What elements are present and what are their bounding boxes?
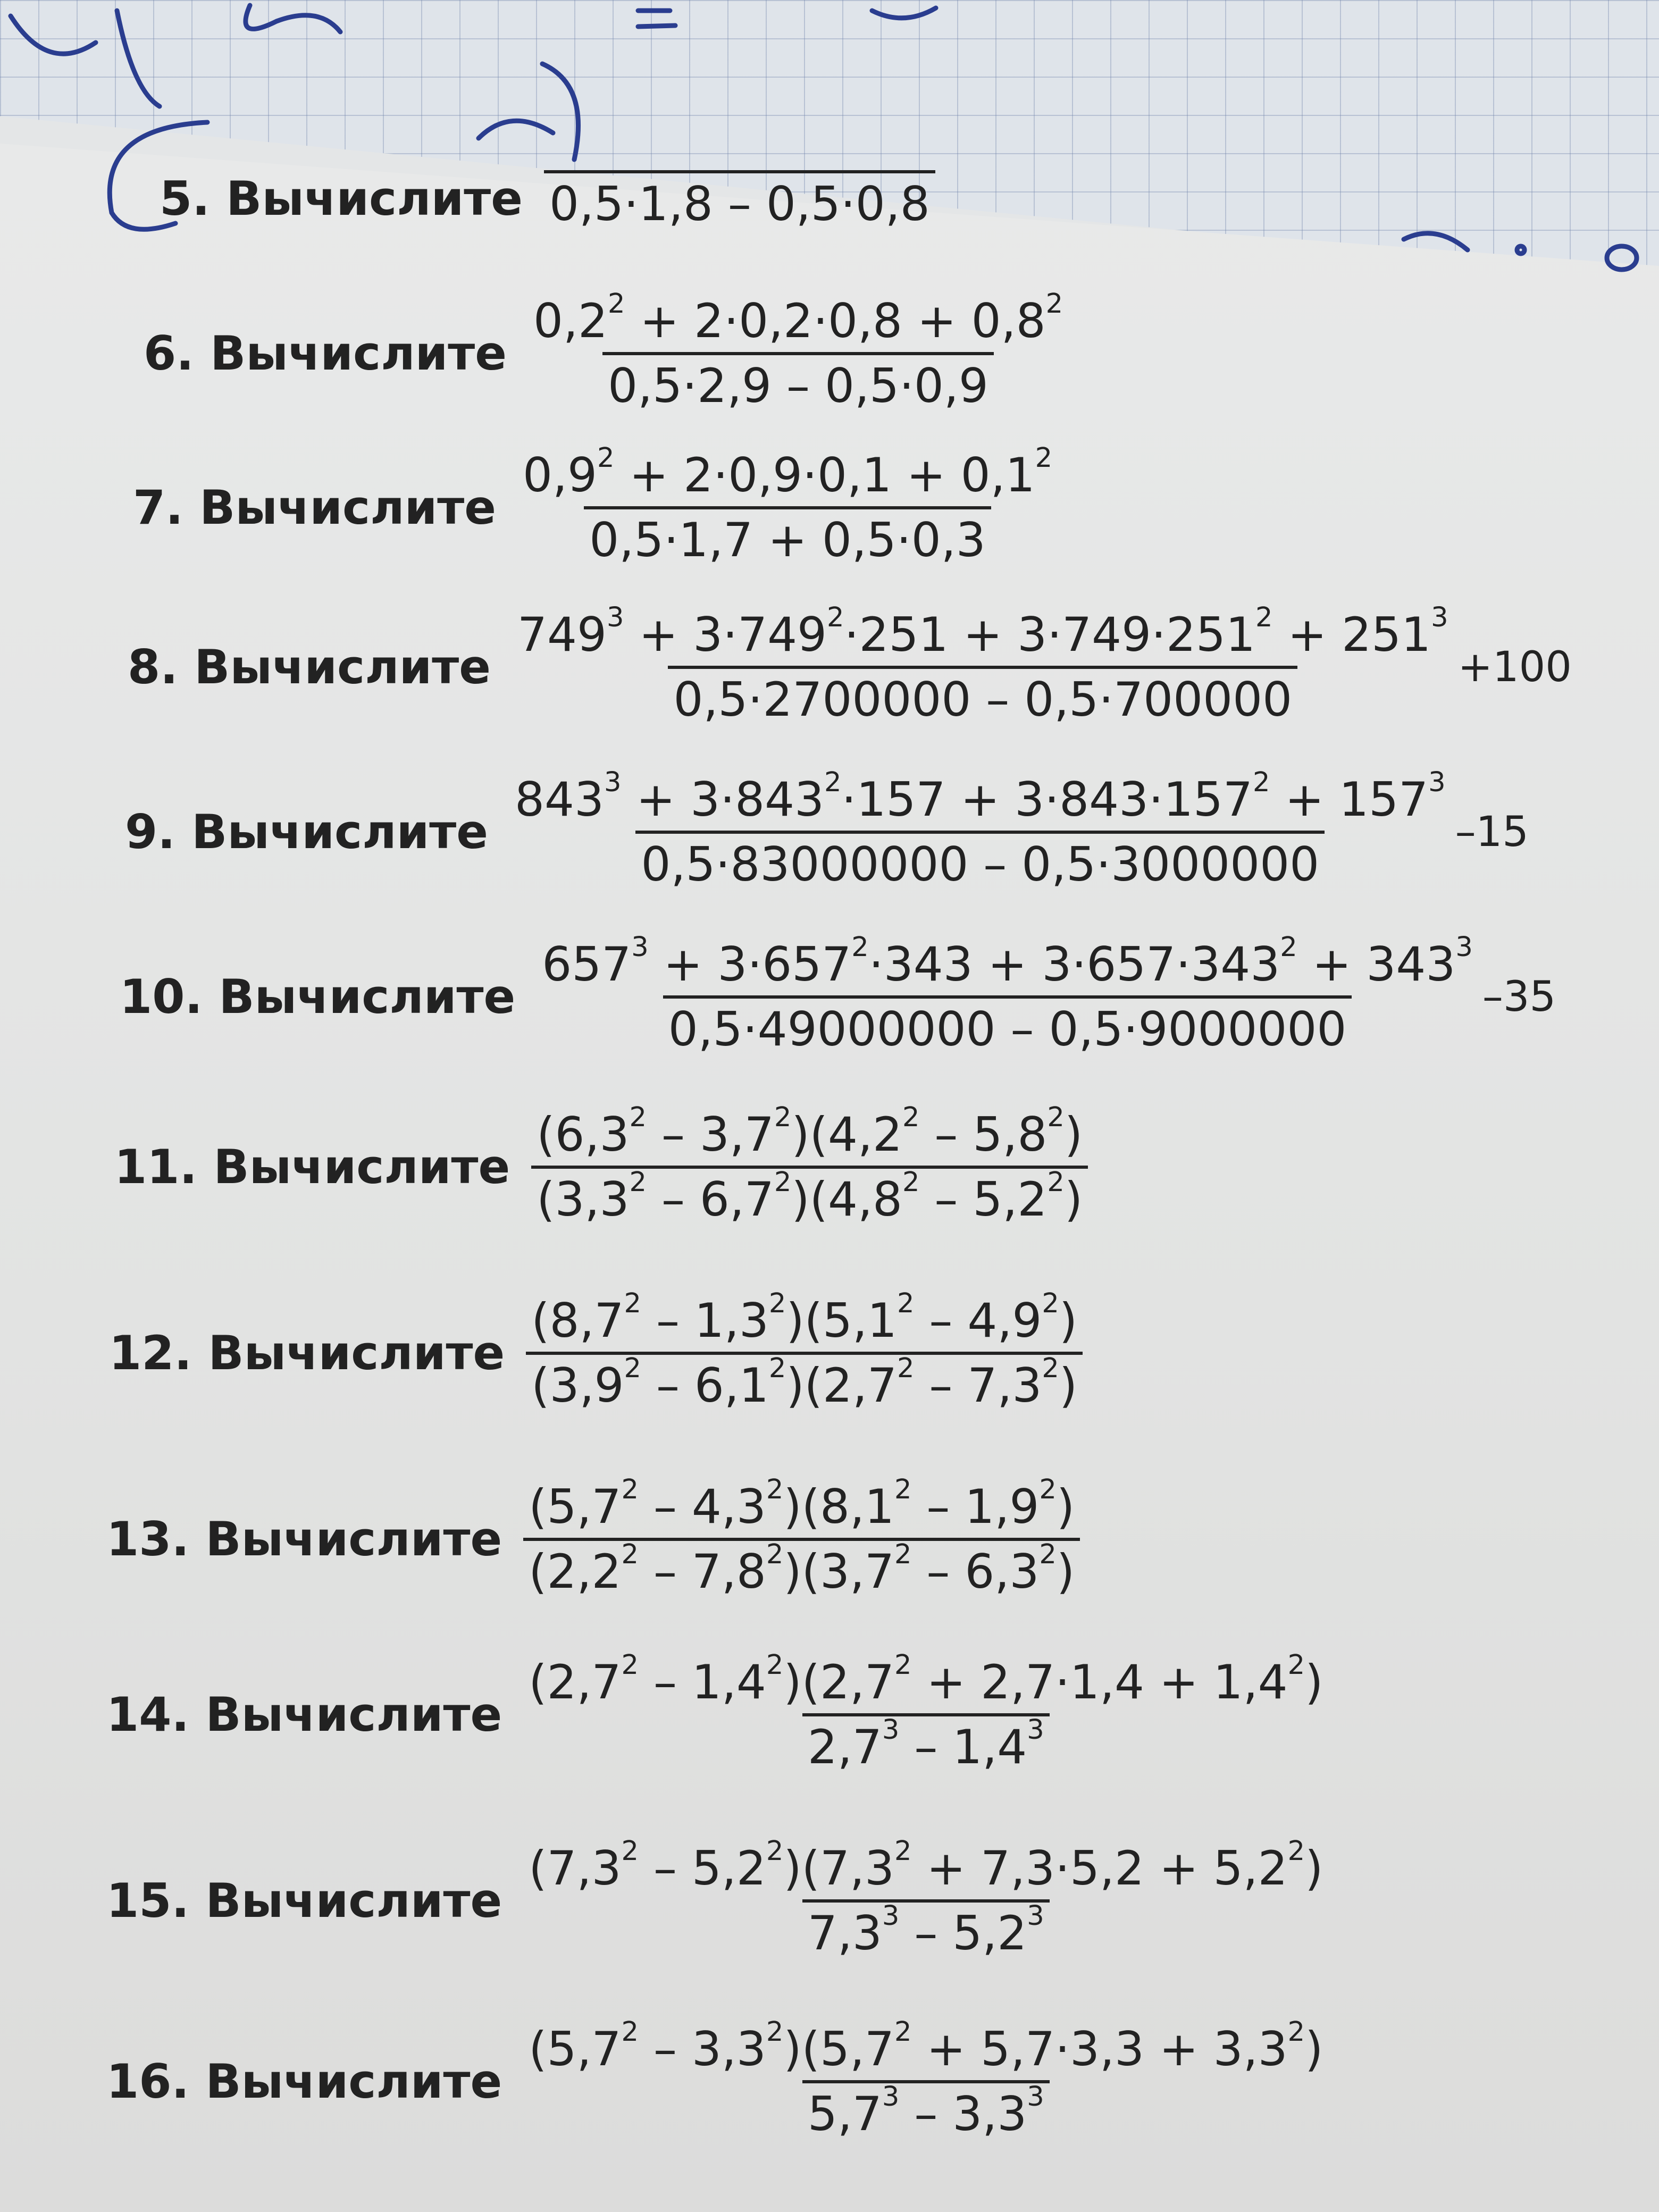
- problem-label: 10. Вычислите: [120, 969, 516, 1024]
- denominator: $(3,9^2 - 6,1^2)(2,7^2 - 7,3^2)$: [526, 1352, 1083, 1409]
- problem-16: [106, 2016, 1328, 2141]
- problem-label: 9. Вычислите: [125, 805, 488, 859]
- fraction: [523, 2016, 1328, 2141]
- numerator: $843^3 + 3\cdot 843^2\cdot 157 + 3\cdot 843\cdot 157^2 + 157^3$: [515, 767, 1446, 827]
- fraction: [526, 1288, 1083, 1413]
- denominator: 0,5·1,8 – 0,5·0,8: [544, 170, 935, 228]
- subtrahend: –35: [1482, 973, 1556, 1021]
- fraction: [509, 767, 1451, 892]
- problem-label: 12. Вычислите: [109, 1326, 505, 1380]
- denominator: 0,5·2,9 – 0,5·0,9: [602, 352, 994, 409]
- denominator: $(2,2^2 - 7,8^2)(3,7^2 - 6,3^2)$: [523, 1538, 1080, 1595]
- fraction: [523, 1649, 1328, 1774]
- denominator: $7,3^3 - 5,2^3$: [802, 1899, 1050, 1957]
- subtrahend: –15: [1455, 808, 1529, 856]
- numerator: $0,9^2 + 2\cdot 0,9\cdot 0,1 + 0,1^2$: [523, 442, 1053, 502]
- problem-label: 14. Вычислите: [106, 1687, 502, 1742]
- problem-10: [120, 932, 1556, 1057]
- problem-label: 13. Вычислите: [106, 1512, 502, 1566]
- problem-6: [144, 288, 1068, 413]
- numerator: $(8,7^2 - 1,3^2)(5,1^2 - 4,9^2)$: [531, 1288, 1078, 1348]
- fraction: [531, 1102, 1088, 1227]
- numerator: $0,2^2 + 2\cdot 0,2\cdot 0,8 + 0,8^2$: [533, 288, 1063, 348]
- fraction: [544, 170, 935, 231]
- denominator: 0,5·83000000 – 0,5·3000000: [635, 831, 1325, 888]
- problem-13: [106, 1474, 1080, 1599]
- problem-12: [109, 1288, 1083, 1413]
- fraction: [512, 602, 1454, 727]
- numerator: $(7,3^2 - 5,2^2)(7,3^2 + 7,3\cdot 5,2 + 5,2^2)$: [529, 1836, 1323, 1896]
- numerator: $(5,7^2 - 4,3^2)(8,1^2 - 1,9^2)$: [529, 1474, 1075, 1534]
- numerator: $(2,7^2 - 1,4^2)(2,7^2 + 2,7\cdot 1,4 + 1,4^2)$: [529, 1649, 1323, 1710]
- problem-7: [133, 442, 1058, 567]
- problem-8: [128, 602, 1572, 727]
- problem-5: [160, 170, 935, 231]
- fraction: [517, 442, 1058, 567]
- denominator: 0,5·49000000 – 0,5·9000000: [663, 995, 1352, 1053]
- addend: +100: [1457, 643, 1572, 691]
- problem-label: 8. Вычислите: [128, 640, 491, 694]
- problem-9: [125, 767, 1529, 892]
- problem-14: [106, 1649, 1328, 1774]
- numerator: $749^3 + 3\cdot 749^2\cdot 251 + 3\cdot 749\cdot 251^2 + 251^3$: [517, 602, 1448, 662]
- problem-label: 7. Вычислите: [133, 480, 496, 535]
- denominator: $(3,3^2 - 6,7^2)(4,8^2 - 5,2^2)$: [531, 1166, 1088, 1223]
- numerator: $657^3 + 3\cdot 657^2\cdot 343 + 3\cdot 657\cdot 343^2 + 343^3$: [542, 932, 1473, 992]
- fraction: [528, 288, 1068, 413]
- problem-label: 15. Вычислите: [106, 1873, 502, 1928]
- fraction: [537, 932, 1478, 1057]
- problem-label: 5. Вычислите: [160, 171, 523, 226]
- problem-15: [106, 1836, 1328, 1960]
- denominator: $5,7^3 - 3,3^3$: [802, 2080, 1050, 2138]
- fraction: [523, 1836, 1328, 1960]
- denominator: 0,5·2700000 – 0,5·700000: [668, 666, 1297, 723]
- problem-label: 6. Вычислите: [144, 326, 507, 381]
- problem-label: 16. Вычислите: [106, 2054, 502, 2109]
- denominator: 0,5·1,7 + 0,5·0,3: [584, 506, 991, 564]
- problem-11: [114, 1102, 1088, 1227]
- numerator: $(6,3^2 - 3,7^2)(4,2^2 - 5,8^2)$: [537, 1102, 1083, 1162]
- fraction: [523, 1474, 1080, 1599]
- numerator: $(5,7^2 - 3,3^2)(5,7^2 + 5,7\cdot 3,3 + 3,3^2)$: [529, 2016, 1323, 2076]
- denominator: $2,7^3 - 1,4^3$: [802, 1713, 1050, 1771]
- problem-label: 11. Вычислите: [114, 1139, 510, 1194]
